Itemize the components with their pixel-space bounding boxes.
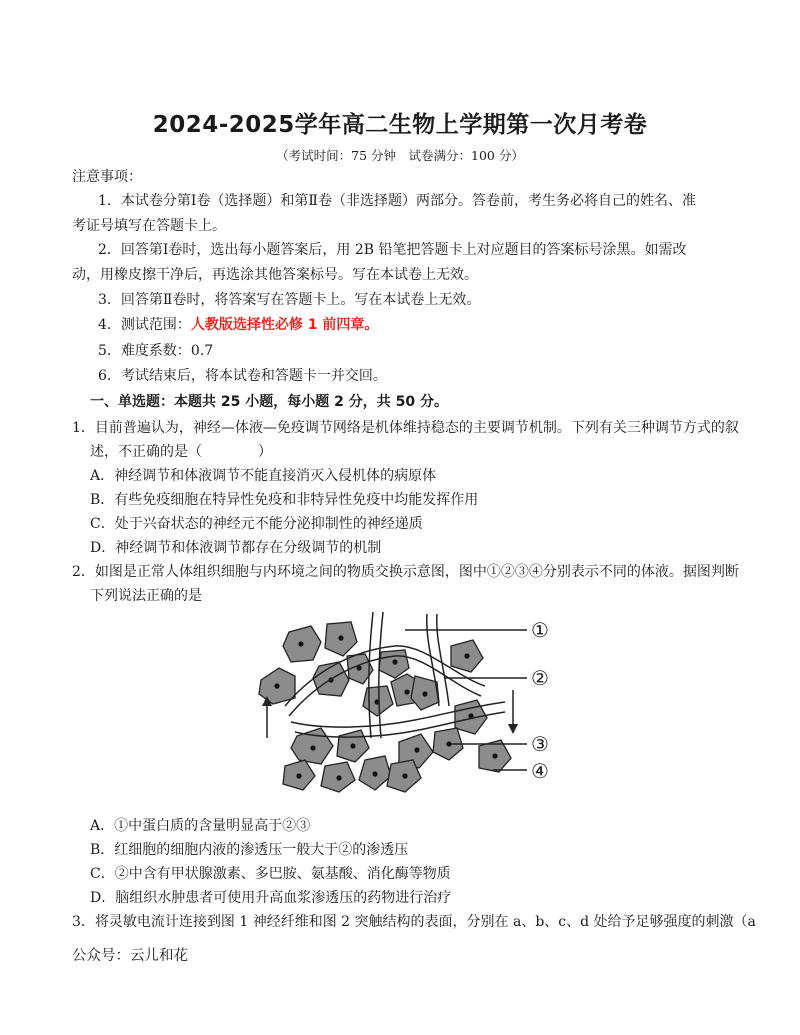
notice-item-2-line-2: 动，用橡皮擦干净后，再选涂其他答案标号。写在本试卷上无效。 bbox=[72, 267, 478, 283]
cell-nucleus bbox=[338, 635, 343, 640]
notice-item-3: 3．回答第Ⅱ卷时，将答案写在答题卡上。写在本试卷上无效。 bbox=[98, 292, 481, 308]
capillary bbox=[379, 612, 383, 738]
cell-nucleus bbox=[336, 775, 341, 780]
cell-nucleus bbox=[310, 745, 315, 750]
section-heading: 一、单选题：本题共 25 小题，每小题 2 分，共 50 分。 bbox=[90, 394, 448, 410]
notice-heading: 注意事项： bbox=[72, 169, 142, 185]
notice-item-1-line-1: 1．本试卷分第Ⅰ卷（选择题）和第Ⅱ卷（非选择题）两部分。答卷前，考生务必将自己的姓名、准 bbox=[98, 193, 696, 209]
notice-item-1-line-2: 考证号填写在答题卡上。 bbox=[72, 218, 226, 234]
q2-option-a: A．①中蛋白质的含量明显高于②③ bbox=[90, 818, 311, 834]
label-3: ③ bbox=[531, 732, 549, 756]
cell-nucleus bbox=[402, 773, 407, 778]
label-1: ① bbox=[531, 618, 549, 642]
q3-stem-line-1: 3．将灵敏电流计连接到图 1 神经纤维和图 2 突触结构的表面，分别在 a、b、c、d 处给予足够强度的刺激（a bbox=[72, 914, 756, 930]
cell-nucleus bbox=[298, 641, 303, 646]
cell-nucleus bbox=[350, 743, 355, 748]
q2-option-b: B．红细胞的细胞内液的渗透压一般大于②的渗透压 bbox=[90, 842, 409, 858]
cell-nucleus bbox=[464, 653, 469, 658]
notice-item-4 bbox=[98, 315, 378, 335]
capillary bbox=[369, 612, 373, 738]
cell-nucleus bbox=[414, 747, 419, 752]
q1-option-c: C．处于兴奋状态的神经元不能分泌抑制性的神经递质 bbox=[90, 516, 423, 532]
label-4: ④ bbox=[531, 759, 549, 783]
cell-nucleus bbox=[372, 771, 377, 776]
notice-item-4-prefix: 4．测试范围： bbox=[98, 317, 191, 333]
exam-info: （考试时间：75 分钟 试卷满分：100 分） bbox=[276, 148, 524, 163]
footer-text: 公众号：云儿和花 bbox=[72, 948, 188, 964]
tissue-exchange-diagram bbox=[255, 610, 565, 795]
cell-nucleus bbox=[446, 741, 451, 746]
q2-stem-line-2: 下列说法正确的是 bbox=[90, 588, 202, 604]
label-2: ② bbox=[531, 666, 549, 690]
page-title: 2024-2025学年高二生物上学期第一次月考卷 bbox=[152, 112, 648, 138]
q1-option-d: D．神经调节和体液调节都存在分级调节的机制 bbox=[90, 540, 382, 556]
notice-item-6: 6．考试结束后，将本试卷和答题卡一并交回。 bbox=[98, 368, 387, 384]
notice-item-5: 5．难度系数：0.7 bbox=[98, 343, 214, 359]
test-scope: 人教版选择性必修 1 前四章。 bbox=[190, 317, 379, 333]
cell-nucleus bbox=[274, 683, 279, 688]
arrow-head-down-icon bbox=[508, 724, 518, 734]
q1-option-a: A．神经调节和体液调节不能直接消灭入侵机体的病原体 bbox=[90, 468, 437, 484]
notice-item-2-line-1: 2．回答第Ⅰ卷时，选出每小题答案后，用 2B 铅笔把答题卡上对应题目的答案标号涂黑。如需改 bbox=[98, 242, 687, 258]
q2-stem-line-1: 2．如图是正常人体组织细胞与内环境之间的物质交换示意图，图中①②③④分别表示不同的体液。据图判断 bbox=[72, 564, 739, 580]
q1-stem-line-2: 述，不正确的是（ ） bbox=[90, 444, 272, 460]
q2-option-d: D．脑组织水肿患者可使用升高血浆渗透压的药物进行治疗 bbox=[90, 890, 452, 906]
cell-nucleus bbox=[392, 659, 397, 664]
cell-nucleus bbox=[422, 691, 427, 696]
cell-nucleus bbox=[404, 689, 409, 694]
q1-option-b: B．有些免疫细胞在特异性免疫和非特异性免疫中均能发挥作用 bbox=[90, 492, 479, 508]
cell-nucleus bbox=[492, 753, 497, 758]
q2-option-c: C．②中含有甲状腺激素、多巴胺、氨基酸、消化酶等物质 bbox=[90, 866, 451, 882]
cell-nucleus bbox=[296, 773, 301, 778]
q1-stem-line-1: 1．目前普遍认为，神经—体液—免疫调节网络是机体维持稳态的主要调节机制。下列有关三种调节方式的叙 bbox=[72, 420, 739, 436]
